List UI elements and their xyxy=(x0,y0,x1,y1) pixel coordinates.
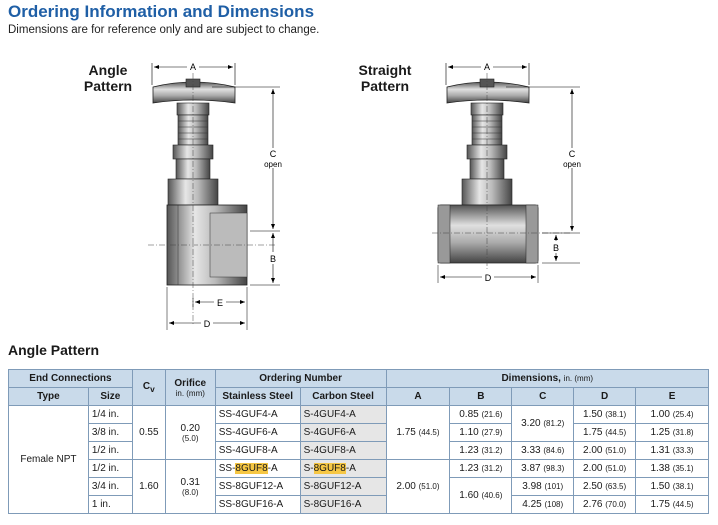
header-a: A xyxy=(386,388,450,406)
dim-c-label: C xyxy=(568,149,576,159)
cell-ss-part: SS-4GUF8-A xyxy=(215,442,300,460)
cell-size: 1/4 in. xyxy=(88,406,132,424)
dim-b-label: B xyxy=(552,243,560,253)
cell-a: 2.00 (51.0) xyxy=(386,460,450,514)
cell-b: 1.60 (40.6) xyxy=(450,478,512,514)
cell-e: 1.00 (25.4) xyxy=(636,406,709,424)
cell-c: 3.98 (101) xyxy=(512,478,574,496)
header-size: Size xyxy=(88,388,132,406)
header-type: Type xyxy=(9,388,89,406)
cell-c: 3.33 (84.6) xyxy=(512,442,574,460)
cell-ss-part: SS-8GUF16-A xyxy=(215,496,300,514)
cell-b: 1.23 (31.2) xyxy=(450,460,512,478)
header-e: E xyxy=(636,388,709,406)
cell-e: 1.31 (33.3) xyxy=(636,442,709,460)
cell-c: 3.20 (81.2) xyxy=(512,406,574,442)
table-row xyxy=(9,496,709,514)
table-row xyxy=(9,442,709,460)
dim-c-note: open xyxy=(264,160,282,169)
dim-d-label: D xyxy=(203,319,211,329)
cell-ss-part: SS-4GUF4-A xyxy=(215,406,300,424)
dim-c-label: C xyxy=(269,149,277,159)
header-carbon-steel: Carbon Steel xyxy=(300,388,386,406)
cell-e: 1.38 (35.1) xyxy=(636,460,709,478)
header-cv: $C_v$ xyxy=(132,370,165,406)
header-ordering-number: Ordering Number xyxy=(215,370,386,388)
cell-d: 1.75 (44.5) xyxy=(574,424,636,442)
cell-e: 1.50 (38.1) xyxy=(636,478,709,496)
cell-size: 1 in. xyxy=(88,496,132,514)
table-row xyxy=(9,460,709,478)
ordering-table xyxy=(8,369,709,514)
cell-cs-part: S-8GUF8-A xyxy=(300,460,386,478)
header-orifice: Orifice in. (mm) xyxy=(165,370,215,406)
table-row xyxy=(9,424,709,442)
straight-pattern-label: Straight Pattern xyxy=(358,62,412,94)
cell-e: 1.75 (44.5) xyxy=(636,496,709,514)
cell-a: 1.75 (44.5) xyxy=(386,406,450,460)
cell-d: 1.50 (38.1) xyxy=(574,406,636,424)
cell-ss-part: SS-4GUF6-A xyxy=(215,424,300,442)
straight-valve-drawing xyxy=(430,55,600,290)
header-b: B xyxy=(450,388,512,406)
cell-ss-part: SS-8GUF8-A xyxy=(215,460,300,478)
cell-cv: 0.55 xyxy=(132,406,165,460)
header-end-connections: End Connections xyxy=(9,370,133,388)
cell-size: 3/4 in. xyxy=(88,478,132,496)
cell-size: 1/2 in. xyxy=(88,442,132,460)
angle-valve-drawing xyxy=(140,55,310,340)
cell-d: 2.50 (63.5) xyxy=(574,478,636,496)
cell-ss-part: SS-8GUF12-A xyxy=(215,478,300,496)
page-title: Ordering Information and Dimensions xyxy=(8,2,315,21)
cell-cs-part: S-8GUF16-A xyxy=(300,496,386,514)
dim-e-label: E xyxy=(216,298,224,308)
cell-b: 1.23 (31.2) xyxy=(450,442,512,460)
cell-b: 0.85 (21.6) xyxy=(450,406,512,424)
cell-b: 1.10 (27.9) xyxy=(450,424,512,442)
section-title: Angle Pattern xyxy=(8,342,100,358)
header-d: D xyxy=(574,388,636,406)
cell-d: 2.76 (70.0) xyxy=(574,496,636,514)
cell-c: 3.87 (98.3) xyxy=(512,460,574,478)
cell-c: 4.25 (108) xyxy=(512,496,574,514)
header-stainless-steel: Stainless Steel xyxy=(215,388,300,406)
table-row xyxy=(9,478,709,496)
dim-a-label: A xyxy=(483,62,491,72)
cell-cv: 1.60 xyxy=(132,460,165,514)
table-header-row-2 xyxy=(9,388,709,406)
cell-type: Female NPT xyxy=(9,406,89,514)
cell-e: 1.25 (31.8) xyxy=(636,424,709,442)
dim-d-label: D xyxy=(484,273,492,283)
angle-pattern-label: Angle Pattern xyxy=(83,62,133,94)
page-subtitle: Dimensions are for reference only and are subject to change. xyxy=(8,24,320,36)
dim-c-note: open xyxy=(563,160,581,169)
cell-d: 2.00 (51.0) xyxy=(574,442,636,460)
dim-a-label: A xyxy=(189,62,197,72)
cell-orifice: 0.31 (8.0) xyxy=(165,460,215,514)
table-header-row-1 xyxy=(9,370,709,388)
dim-b-label: B xyxy=(269,254,277,264)
header-dimensions: Dimensions, in. (mm) xyxy=(386,370,709,388)
cell-cs-part: S-4GUF8-A xyxy=(300,442,386,460)
cell-cs-part: S-8GUF12-A xyxy=(300,478,386,496)
cell-cs-part: S-4GUF4-A xyxy=(300,406,386,424)
cell-size: 3/8 in. xyxy=(88,424,132,442)
table-row xyxy=(9,406,709,424)
cell-size: 1/2 in. xyxy=(88,460,132,478)
cell-orifice: 0.20 (5.0) xyxy=(165,406,215,460)
cell-cs-part: S-4GUF6-A xyxy=(300,424,386,442)
header-c: C xyxy=(512,388,574,406)
cell-d: 2.00 (51.0) xyxy=(574,460,636,478)
